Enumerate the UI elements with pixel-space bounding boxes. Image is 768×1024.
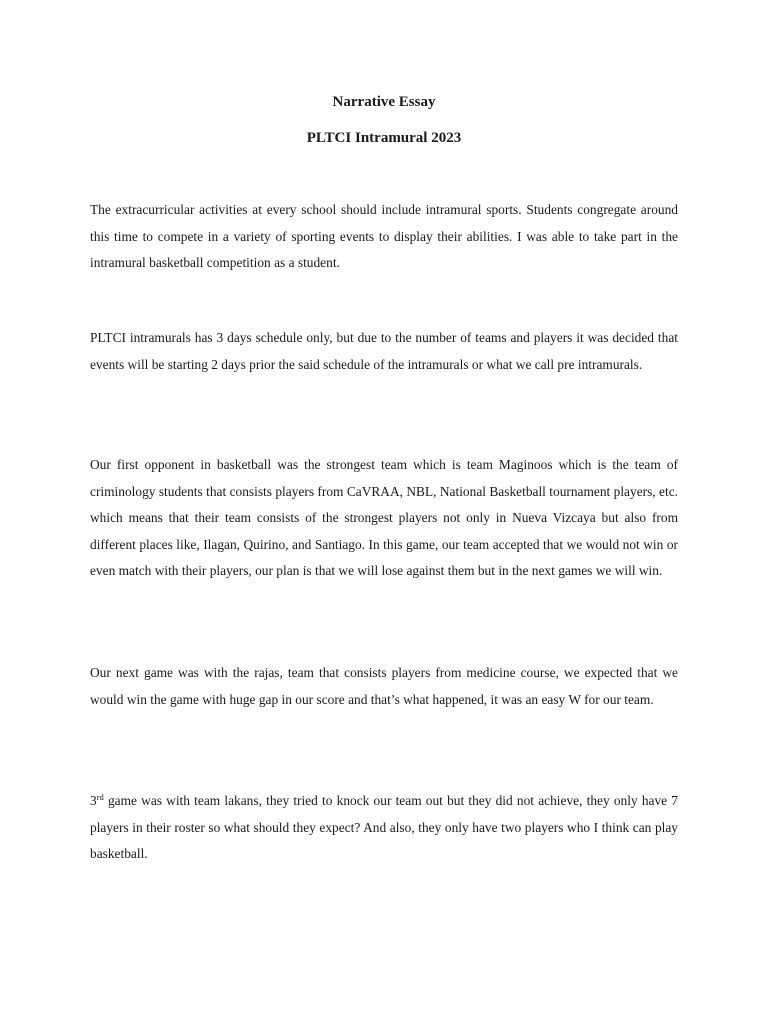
paragraph: Our first opponent in basketball was the strongest team which is team Maginoos which is the team of criminology students that consists players from CaVRAA, NBL, National Basketball tournament players, etc. which means that their team consists of the strongest players not only in Nueva Vizcaya but also from different places like, Ilagan, Quirino, and Santiago. In this game, our team accepted that we would not win or even match with their players, our plan is that we will lose against them but in the next games we will win. [90,457,678,578]
paragraph: The extracurricular activities at every school should include intramural sports. Students congregate around this time to compete in a variety of sporting events to display their abilities. I was able to take part in the intramural basketball competition as a student. [90,202,678,270]
paragraph-text: game was with team lakans, they tried to knock our team out but they did not achieve, they only have 7 players in their roster so what should they expect? And also, they only have two players who I think can play basketball. [90,793,678,861]
document-subtitle: PLTCI Intramural 2023 [306,130,462,146]
document-title: Narrative Essay [332,94,436,110]
ordinal-number: 3 [90,793,97,808]
paragraph [90,788,678,868]
ordinal-suffix: rd [96,792,104,802]
paragraph: Our next game was with the rajas, team that consists players from medicine course, we expected that we would win the game with huge gap in our score and that’s what happened, it was an easy W for our team. [90,665,678,707]
paragraph: PLTCI intramurals has 3 days schedule only, but due to the number of teams and players it was decided that events will be starting 2 days prior the said schedule of the intramurals or what we call pre intramurals. [90,330,678,372]
